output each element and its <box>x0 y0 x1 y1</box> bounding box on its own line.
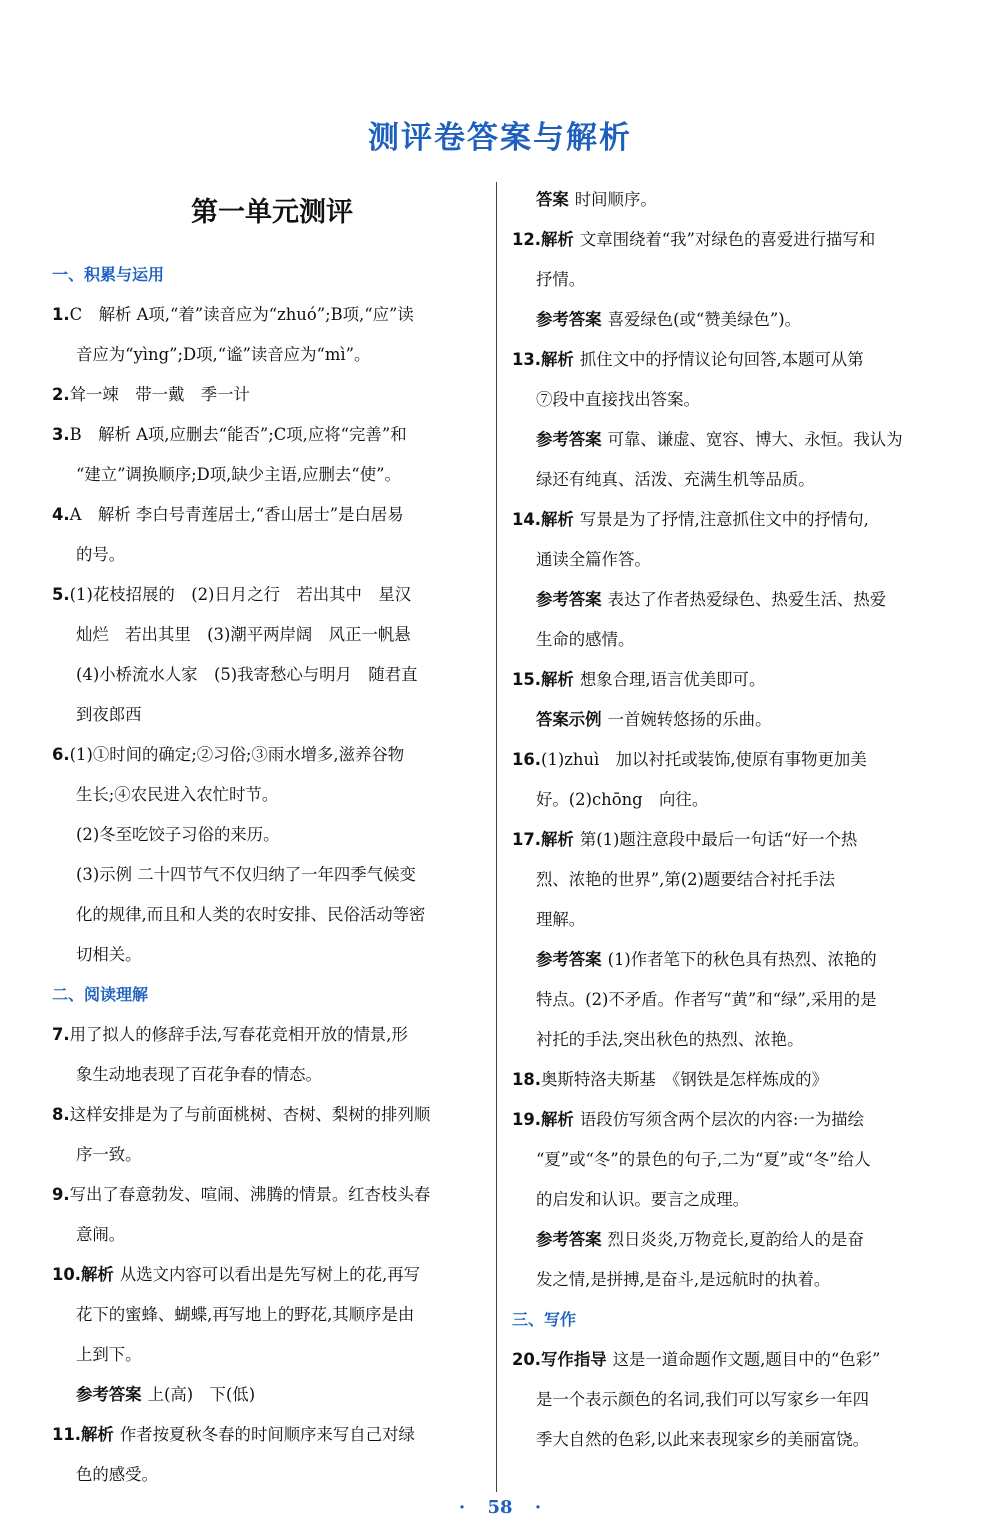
answer-text: 色的感受。 <box>76 1465 158 1484</box>
unit-title: 第一单元测评 <box>191 197 353 228</box>
answer-text: 奥斯特洛夫斯基 《钢铁是怎样炼成的》 <box>541 1070 828 1089</box>
answer-line <box>512 340 948 380</box>
answer-text: (1)作者笔下的秋色具有热烈、浓艳的 <box>607 950 877 969</box>
page-number: 58 <box>487 1497 513 1518</box>
answer-line <box>52 1055 492 1095</box>
question-number: 1. <box>52 305 70 324</box>
answer-text: 烈、浓艳的世界”,第(2)题要结合衬托手法 <box>536 870 836 889</box>
question-number: 13. <box>512 350 542 369</box>
answer-line <box>512 1340 948 1380</box>
answer-text: 通读全篇作答。 <box>536 550 651 569</box>
left-column-body <box>52 255 492 1495</box>
answer-text: (1)①时间的确定;②习俗;③雨水增多,滋养谷物 <box>69 745 405 764</box>
question-number: 2. <box>52 385 70 404</box>
answer-text: A 解析 李白号青莲居士,“香山居士”是白居易 <box>69 505 404 524</box>
answer-line <box>52 935 492 975</box>
answer-line <box>512 1220 948 1260</box>
answer-tag: 解析 <box>541 350 574 369</box>
answer-line <box>512 980 948 1020</box>
answer-line <box>512 1180 948 1220</box>
answer-text: 第(1)题注意段中最后一句话“好一个热 <box>579 830 858 849</box>
question-number: 16. <box>512 750 542 769</box>
question-number: 5. <box>52 585 70 604</box>
question-number: 7. <box>52 1025 70 1044</box>
question-number: 11. <box>52 1425 82 1444</box>
answer-line <box>52 1175 492 1215</box>
answer-text: 时间顺序。 <box>574 190 657 209</box>
answer-text: 到夜郎西 <box>76 705 142 724</box>
column-divider <box>496 182 497 1492</box>
answer-tag: 答案 <box>536 190 569 209</box>
answer-text: “夏”或“冬”的景色的句子,二为“夏”或“冬”给人 <box>536 1150 871 1169</box>
answer-line <box>512 900 948 940</box>
answer-text: 这是一道命题作文题,题目中的“色彩” <box>612 1350 881 1369</box>
answer-tag: 参考答案 <box>76 1385 142 1404</box>
answer-text: 意闹。 <box>76 1225 126 1244</box>
answer-text: 文章围绕着“我”对绿色的喜爱进行描写和 <box>579 230 876 249</box>
answer-line <box>512 500 948 540</box>
answer-text: 抓住文中的抒情议论句回答,本题可从第 <box>579 350 864 369</box>
answer-text: 上到下。 <box>76 1345 142 1364</box>
answer-text: 特点。(2)不矛盾。作者写“黄”和“绿”,采用的是 <box>536 990 877 1009</box>
page-title: 测评卷答案与解析 <box>368 120 632 156</box>
answer-tag: 解析 <box>541 670 574 689</box>
right-column-body <box>512 180 948 1460</box>
answer-text: 季大自然的色彩,以此来表现家乡的美丽富饶。 <box>536 1430 870 1449</box>
answer-text: 可靠、谦虚、宽容、博大、永恒。我认为 <box>607 430 903 449</box>
answer-tag: 解析 <box>541 1110 574 1129</box>
answer-line <box>512 860 948 900</box>
answer-tag: 解析 <box>81 1425 114 1444</box>
answer-line <box>52 1455 492 1495</box>
answer-line <box>52 455 492 495</box>
answer-text: 生命的感情。 <box>536 630 635 649</box>
answer-line <box>512 620 948 660</box>
question-number: 12. <box>512 230 542 249</box>
answer-text: 生长;④农民进入农忙时节。 <box>76 785 279 804</box>
answer-text: 烈日炎炎,万物竞长,夏韵给人的是奋 <box>607 1230 864 1249</box>
answer-line <box>52 895 492 935</box>
answer-line <box>52 1135 492 1175</box>
answer-text: 用了拟人的修辞手法,写春花竞相开放的情景,形 <box>69 1025 408 1044</box>
question-number: 9. <box>52 1185 70 1204</box>
answer-line <box>512 1260 948 1300</box>
answer-text: (2)冬至吃饺子习俗的来历。 <box>76 825 280 844</box>
question-number: 10. <box>52 1265 82 1284</box>
answer-text: (1)花枝招展的 (2)日月之行 若出其中 星汉 <box>69 585 412 604</box>
answer-line <box>512 740 948 780</box>
answer-tag: 参考答案 <box>536 1230 602 1249</box>
answer-line <box>512 700 948 740</box>
answer-line <box>52 535 492 575</box>
answer-line <box>512 420 948 460</box>
page-footer <box>0 1497 1000 1518</box>
answer-line <box>52 855 492 895</box>
answer-tag: 解析 <box>541 830 574 849</box>
answer-line <box>52 1415 492 1455</box>
right-column <box>512 180 948 1460</box>
answer-text: 抒情。 <box>536 270 586 289</box>
answer-text: 的启发和认识。要言之成理。 <box>536 1190 750 1209</box>
answer-tag: 参考答案 <box>536 590 602 609</box>
answer-line <box>512 1420 948 1460</box>
answer-line <box>512 540 948 580</box>
answer-text: 灿烂 若出其里 (3)潮平两岸阔 风正一帆悬 <box>76 625 411 644</box>
answer-text: 绿还有纯真、活泼、充满生机等品质。 <box>536 470 815 489</box>
footer-dot-left: · <box>458 1497 466 1518</box>
answer-line <box>512 460 948 500</box>
answer-line <box>512 1020 948 1060</box>
answer-line <box>52 1255 492 1295</box>
answer-text: 想象合理,语言优美即可。 <box>579 670 766 689</box>
answer-line <box>52 615 492 655</box>
answer-text: (3)示例 二十四节气不仅归纳了一年四季气候变 <box>76 865 416 884</box>
answer-line <box>52 415 492 455</box>
answer-line <box>512 300 948 340</box>
answer-line <box>52 375 492 415</box>
answer-text: 语段仿写须含两个层次的内容:一为描绘 <box>579 1110 864 1129</box>
answer-text: “建立”调换顺序;D项,缺少主语,应删去“使”。 <box>76 465 401 484</box>
answer-line <box>512 820 948 860</box>
answer-text: ⑦段中直接找出答案。 <box>536 390 700 409</box>
answer-text: 上(高) 下(低) <box>147 1385 256 1404</box>
answer-line <box>512 1060 948 1100</box>
answer-line <box>512 180 948 220</box>
question-number: 17. <box>512 830 542 849</box>
question-number: 20. <box>512 1350 542 1369</box>
answer-line <box>52 1095 492 1135</box>
answer-text: 音应为“yìng”;D项,“谧”读音应为“mì”。 <box>76 345 371 364</box>
answer-tag: 答案示例 <box>536 710 602 729</box>
answer-line <box>512 220 948 260</box>
answer-line <box>512 660 948 700</box>
section-heading: 二、阅读理解 <box>52 985 149 1004</box>
answer-line <box>512 1140 948 1180</box>
question-number: 14. <box>512 510 542 529</box>
answer-line <box>52 1015 492 1055</box>
answer-line <box>52 735 492 775</box>
answer-line <box>512 780 948 820</box>
answer-text: 好。(2)chōng 向往。 <box>536 790 709 809</box>
answer-text: 花下的蜜蜂、蝴蝶,再写地上的野花,其顺序是由 <box>76 1305 415 1324</box>
answer-line <box>52 815 492 855</box>
answer-text: 的号。 <box>76 545 126 564</box>
answer-text: 作者按夏秋冬春的时间顺序来写自己对绿 <box>119 1425 415 1444</box>
answer-line <box>512 1380 948 1420</box>
section-heading: 三、写作 <box>512 1310 577 1329</box>
answer-text: 一首婉转悠扬的乐曲。 <box>607 710 772 729</box>
question-number: 3. <box>52 425 70 444</box>
answer-line <box>512 1100 948 1140</box>
answer-line <box>512 940 948 980</box>
answer-text: 写景是为了抒情,注意抓住文中的抒情句, <box>579 510 869 529</box>
answer-line <box>52 1295 492 1335</box>
answer-line <box>52 1335 492 1375</box>
answer-line <box>52 775 492 815</box>
answer-line <box>512 580 948 620</box>
answer-text: 写出了春意勃发、喧闹、沸腾的情景。红杏枝头春 <box>69 1185 431 1204</box>
answer-line <box>52 1375 492 1415</box>
answer-line <box>52 655 492 695</box>
answer-text: 表达了作者热爱绿色、热爱生活、热爱 <box>607 590 887 609</box>
answer-text: 喜爱绿色(或“赞美绿色”)。 <box>607 310 802 329</box>
answer-line <box>52 695 492 735</box>
answer-text: 这样安排是为了与前面桃树、杏树、梨树的排列顺 <box>69 1105 431 1124</box>
question-number: 19. <box>512 1110 542 1129</box>
question-number: 6. <box>52 745 70 764</box>
answer-line <box>52 1215 492 1255</box>
question-number: 15. <box>512 670 542 689</box>
answer-text: 发之情,是拼搏,是奋斗,是远航时的执着。 <box>536 1270 831 1289</box>
question-number: 18. <box>512 1070 542 1089</box>
question-number: 8. <box>52 1105 70 1124</box>
answer-text: (4)小桥流水人家 (5)我寄愁心与明月 随君直 <box>76 665 418 684</box>
footer-dot-right: · <box>534 1497 542 1518</box>
section-heading: 一、积累与运用 <box>52 265 165 284</box>
answer-tag: 参考答案 <box>536 430 602 449</box>
answer-text: 衬托的手法,突出秋色的热烈、浓艳。 <box>536 1030 804 1049</box>
answer-tag: 写作指导 <box>541 1350 607 1369</box>
answer-line <box>52 495 492 535</box>
answer-tag: 参考答案 <box>536 950 602 969</box>
answer-tag: 解析 <box>541 510 574 529</box>
answer-text: 理解。 <box>536 910 586 929</box>
answer-text: 象生动地表现了百花争春的情态。 <box>76 1065 322 1084</box>
answer-text: 从选文内容可以看出是先写树上的花,再写 <box>119 1265 421 1284</box>
answer-text: 序一致。 <box>76 1145 142 1164</box>
question-number: 4. <box>52 505 70 524</box>
answer-tag: 解析 <box>541 230 574 249</box>
answer-text: 切相关。 <box>76 945 142 964</box>
answer-tag: 解析 <box>81 1265 114 1284</box>
answer-text: 化的规律,而且和人类的农时安排、民俗活动等密 <box>76 905 426 924</box>
left-column <box>52 180 492 1495</box>
answer-line <box>52 295 492 335</box>
answer-text: (1)zhuì 加以衬托或装饰,使原有事物更加美 <box>541 750 867 769</box>
answer-line <box>52 575 492 615</box>
answer-line <box>512 380 948 420</box>
answer-line <box>52 335 492 375</box>
answer-text: B 解析 A项,应删去“能否”;C项,应将“完善”和 <box>69 425 407 444</box>
answer-text: 耸一竦 带一戴 季一计 <box>69 385 250 404</box>
answer-line <box>512 260 948 300</box>
answer-text: 是一个表示颜色的名词,我们可以写家乡一年四 <box>536 1390 870 1409</box>
answer-tag: 参考答案 <box>536 310 602 329</box>
answer-text: C 解析 A项,“着”读音应为“zhuó”;B项,“应”读 <box>69 305 414 324</box>
